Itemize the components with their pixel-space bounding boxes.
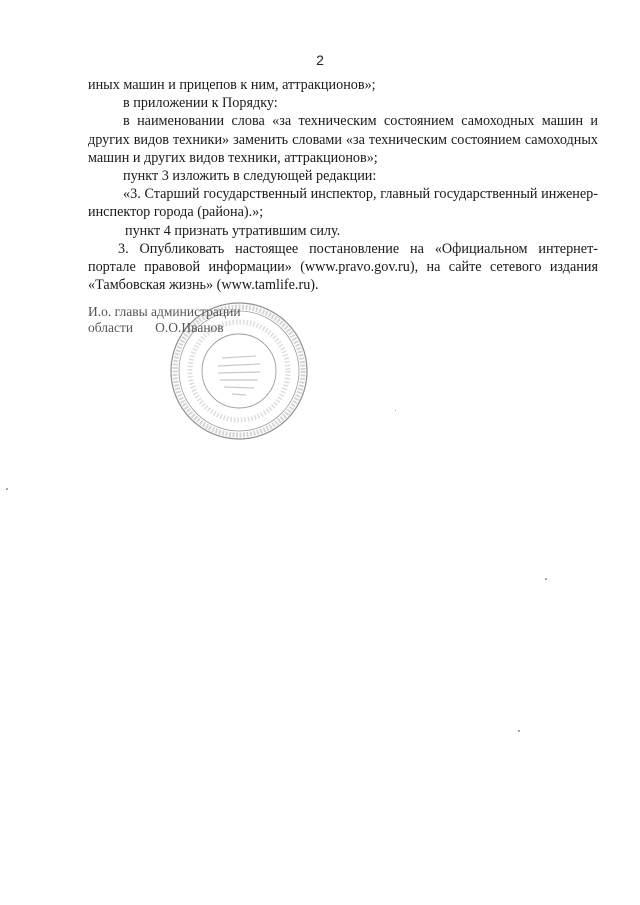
paragraph-item3-intro: пункт 3 изложить в следующей редакции:: [123, 168, 377, 185]
paragraph-appendix: в приложении к Порядку:: [123, 95, 278, 112]
paragraph-naming-change: в наименовании слова «за техническим состоянием самоходных машин и других видов техники» заменить словами «за техническим состоянием самоходных машин и других видов техники, аттракционов»;: [88, 113, 598, 166]
signature-block: [88, 304, 241, 336]
document-body: [88, 76, 598, 294]
scan-speck: [6, 488, 8, 490]
signature-region: области: [88, 320, 134, 335]
paragraph-item3-text: «3. Старший государственный инспектор, главный государственный инженер-инспектор города (района).»;: [88, 186, 598, 221]
paragraph-publish: 3. Опубликовать настоящее постановление на «Официальном интернет-портале правовой информации» (www.pravo.gov.ru), на сайте сетевого издания «Тамбовская жизнь» (www.tamlife.ru).: [88, 240, 598, 294]
signatory-name: О.О.Иванов: [155, 320, 224, 335]
scan-speck: [545, 578, 547, 580]
signature-position-line2: [88, 320, 241, 336]
paragraph-continuation: иных машин и прицепов к ним, аттракционов»;: [88, 77, 376, 93]
signature-position-line1: И.о. главы администрации: [88, 304, 241, 319]
page-number: 2: [316, 52, 324, 68]
paragraph-item4: пункт 4 признать утратившим силу.: [125, 222, 341, 239]
scan-speck: [395, 410, 396, 411]
scan-speck: [518, 730, 520, 732]
